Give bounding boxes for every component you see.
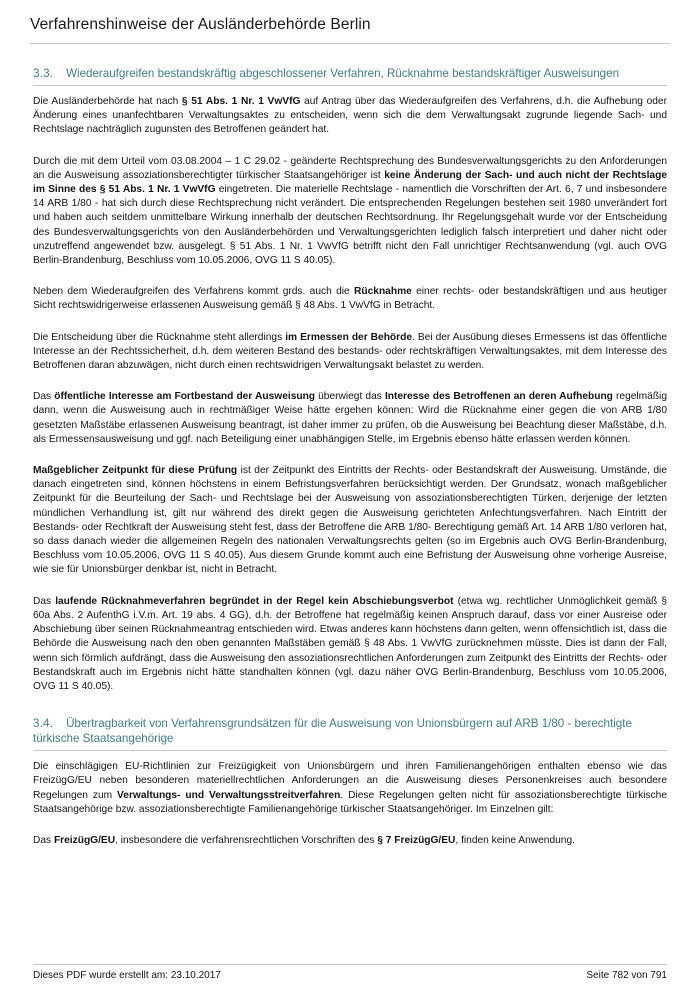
paragraph: Neben dem Wiederaufgreifen des Verfahrens kommt grds. auch die Rücknahme einer rechts- oder bestandskräftigen und aus heutiger Sicht rechtswidrigerweise erlassenen Ausweisung gemäß § 48 Abs. 1 VwVfG in Betracht. <box>33 286 667 312</box>
section-number: 3.3. <box>33 67 54 80</box>
paragraph: Die Entscheidung über die Rücknahme steht allerdings im Ermessen der Behörde. Bei der Ausübung dieses Ermessens ist das öffentliche Interesse an der Rechtssicherheit, d.h. dem weiteren Bestand des bestands- oder rechtskräftigen Verwaltungsaktes, mit dem Interesse des Betroffenen daran abzuwägen, nicht durch einen rechtswidrigen Verwaltungsakt belastet zu werden. <box>33 331 668 372</box>
section-number: 3.4. <box>33 717 54 731</box>
paragraph: Das öffentliche Interesse am Fortbestand der Ausweisung überwiegt das Interesse des Betroffenen an deren Aufhebung regelmäßig dann, wenn die Ausweisung auch in rechtmäßiger Weise hätte ergehen können: Wird die Rücknahme einer gegen die von ARB 1/80 gesetzten Maßstäbe erlassenen Ausweisung beantragt, ist daher immer zu prüfen, ob die Ausweisung bei Beachtung dieser Maßstäbe, d.h. als Ermessensausweisung und ggf. nach Beteiligung einer unabhängigen Stelle, im Ergebnis ebenso hätte erlassen werden können. <box>33 391 667 445</box>
page-title: Verfahrenshinweise der Ausländerbehörde Berlin <box>30 16 371 33</box>
section-divider <box>33 750 667 751</box>
document-footer <box>0 964 700 990</box>
paragraph: Maßgeblicher Zeitpunkt für diese Prüfung ist der Zeitpunkt des Eintritts der Rechts- oder Bestandskraft der Ausweisung. Umstände, die danach eingetreten sind, können höchstens in einem Befristungsverfahren berücksichtigt werden. Der Grundsatz, wonach maßgeblicher Zeitpunkt für die Beurteilung der Sach- und Rechtslage bei der Ausweisung von assoziationsberechtigten Türken, derjenige der letzten mündlichen Verhandlung ist, gilt nur während des direkt gegen die Ausweisung gerichteten Anfechtungsverfahren. Nach Eintritt der Bestands- oder Rechtkraft der Ausweisung steht fest, dass der Betroffene die ARB 1/80- Berechtigung gemäß Art. 14 ARB 1/80 verloren hat, so dass danach wieder die allgemeinen Regeln des nationalen Verwaltungsrechts gelten (so im Ergebnis auch OVG Berlin-Brandenburg, Beschluss vom 10.05.2006, OVG 11 S 40.05). Aus diesem Grunde kommt auch eine Befristung der Ausweisung ohne vorherige Ausreise, wie sie für Unionsbürger denkbar ist, nicht in Betracht. <box>33 465 667 576</box>
document-content <box>0 66 700 848</box>
paragraph: Durch die mit dem Urteil vom 03.08.2004 – 1 C 29.02 - geänderte Rechtsprechung des Bundesverwaltungsgerichts zu den Anforderungen an die Ausweisung assoziationsberechtigter türkischer Staatsangehöriger ist keine Änderung der Sach- und auch nicht der Rechtslage im Sinne des § 51 Abs. 1 Nr. 1 VwVfG eingetreten. Die materielle Rechtslage - namentlich die Vorschriften der Art. 6, 7 und insbesondere 14 ARB 1/80 - hat sich durch diese Rechtsprechung nicht verändert. Die entsprechenden Regelungen bestehen seit 1980 unverändert fort und haben auch seitdem unmittelbare Wirkung innerhalb der deutschen Rechtsordnung. Ihr Regelungsgehalt wurde vor der Entscheidung des Bundesverwaltungsgerichts von den Ausländerbehörden und Verwaltungsgerichten lediglich falsch interpretiert und daher nicht oder unzutreffend angewendet bzw. ausgelegt. § 51 Abs. 1 Nr. 1 VwVfG betrifft nicht den Fall unrichtiger Rechtsanwendung (vgl. auch OVG Berlin-Brandenburg, Beschluss vom 10.05.2006, OVG 11 S 40.05). <box>33 155 668 267</box>
header-divider <box>30 43 670 44</box>
paragraph: Die Ausländerbehörde hat nach § 51 Abs. 1 Nr. 1 VwVfG auf Antrag über das Wiederaufgreifen des Verfahrens, d.h. die Aufhebung oder Änderung eines unanfechtbaren Verwaltungsaktes zu entscheiden, wenn sich die dem Verwaltungsakt zugrunde liegende Sach- und Rechtslage nachträglich zugunsten des Betroffenen geändert hat. <box>33 96 667 136</box>
section-heading-3-4 <box>33 716 667 746</box>
section-title: Übertragbarkeit von Verfahrensgrundsätzen für die Ausweisung von Unionsbürgern auf ARB 1/80 - berechtigte türkische Staatsangehörige <box>33 717 632 746</box>
section-title: Wiederaufgreifen bestandskräftig abgeschlossener Verfahren, Rücknahme bestandskräftiger Ausweisungen <box>66 67 620 80</box>
paragraph: Die einschlägigen EU-Richtlinien zur Freizügigkeit von Unionsbürgern und ihren Familienangehörigen enthalten ebenso wie das FreizügG/EU neben besonderen materiellrechtlichen Anforderungen an die Ausweisung dieses Personenkreises auch besondere Regelungen zum Verwaltungs- und Verwaltungsstreitverfahren. Diese Regelungen gelten nicht für assoziationsberechtigte türkische Staatsangehörige bzw. assoziationsberechtigte Familienangehörige türkischer Staatsangehöriger. Im Einzelnen gilt: <box>33 761 667 815</box>
paragraph: Das FreizügG/EU, insbesondere die verfahrensrechtlichen Vorschriften des § 7 FreizügG/EU, finden keine Anwendung. <box>33 834 575 846</box>
document-header <box>0 0 700 34</box>
section-divider <box>33 85 667 86</box>
footer-divider <box>33 964 667 965</box>
footer-created-text: Dieses PDF wurde erstellt am: 23.10.2017 <box>33 970 221 981</box>
paragraph: Das laufende Rücknahmeverfahren begründet in der Regel kein Abschiebungsverbot (etwa wg. rechtlicher Unmöglichkeit gemäß § 60a Abs. 2 AufenthG i.V.m. Art. 19 abs. 4 GG), d.h. der Betroffene hat regelmäßig keinen Anspruch darauf, dass vor einer Ausreise oder Abschiebung über seinen Rücknahmeantrag entschieden wird. Etwas anderes kann höchstens dann gelten, wenn offensichtlich ist, dass die Behörde die Ausweisung nach den oben genannten Maßstäben gemäß § 48 Abs. 1 VwVfG zurücknehmen müsste. Dies ist dann der Fall, wenn sich förmlich aufdrängt, dass die Ausweisung den assoziationsrechtlichen Anforderungen zum Zeitpunkt des Eintritts der Rechts- oder Bestandskraft auch im Ergebnis nicht hätte standhalten können (vgl. dazu näher OVG Berlin-Brandenburg, Beschluss vom 10.05.2006, OVG 11 S 40.05). <box>33 595 667 692</box>
section-heading-3-3 <box>33 66 667 81</box>
footer-page-number: Seite 782 von 791 <box>586 970 667 981</box>
